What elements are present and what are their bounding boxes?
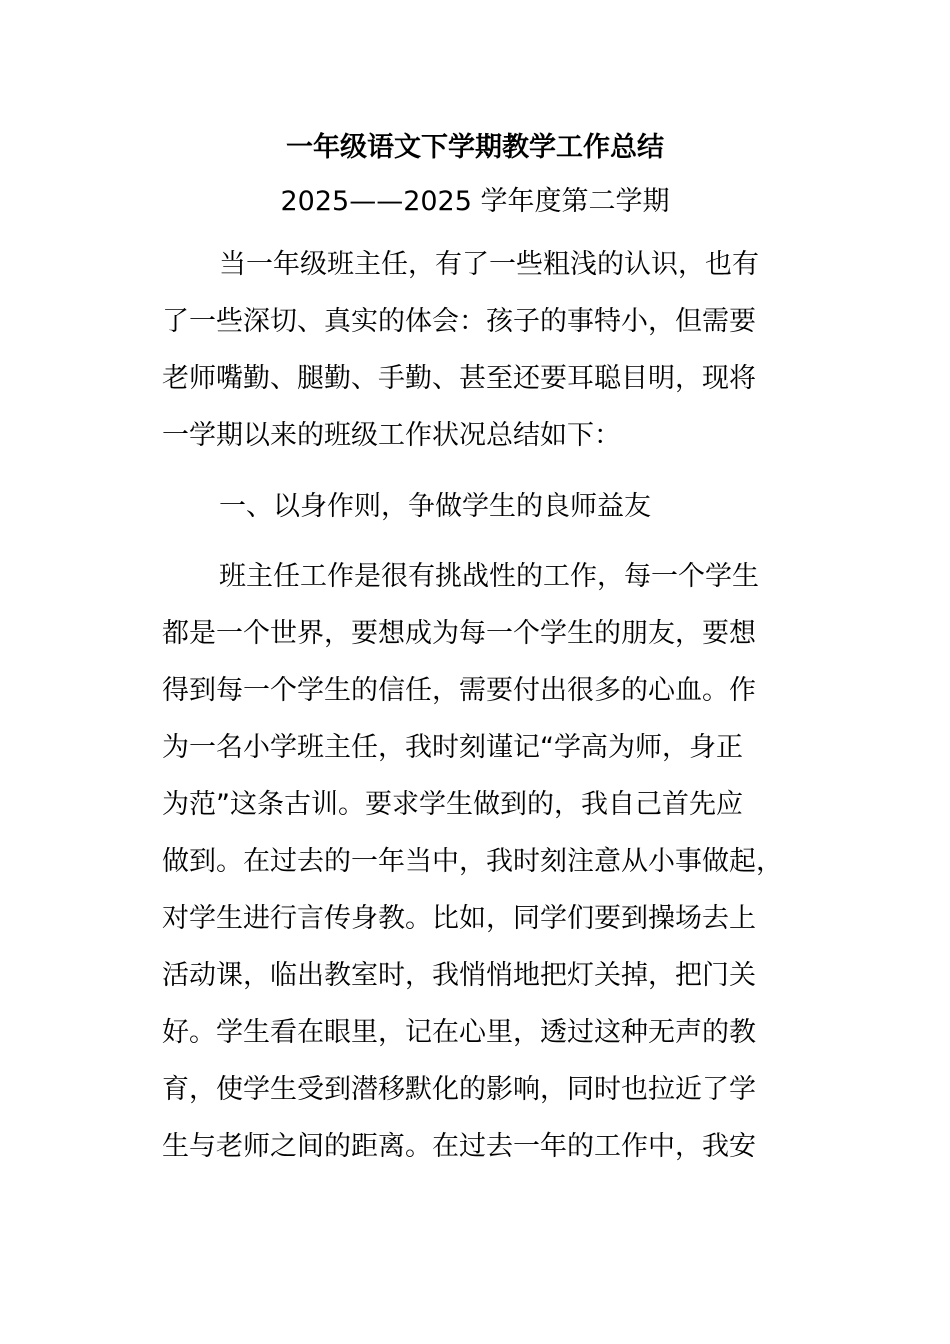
paragraph-line: 好。学生看在眼里，记在心里，透过这种无声的教 [162,1017,756,1048]
paragraph-line: 当一年级班主任，有了一些粗浅的认识，也有 [219,249,759,280]
paragraph-line: 育，使学生受到潜移默化的影响，同时也拉近了学 [162,1074,756,1105]
document-title: 一年级语文下学期教学工作总结 [286,132,664,163]
paragraph-intro [162,236,842,464]
paragraph-section-one [162,548,842,1175]
paragraph-line: 一学期以来的班级工作状况总结如下： [162,420,621,451]
document-subtitle: 2025——2025 学年度第二学期 [280,186,670,217]
paragraph-line: 了一些深切、真实的体会：孩子的事特小，但需要 [162,306,756,337]
paragraph-line: 对学生进行言传身教。比如，同学们要到操场去上 [162,903,756,934]
paragraph-line: 为范”这条古训。要求学生做到的，我自己首先应 [162,789,743,820]
paragraph-line: 班主任工作是很有挑战性的工作，每一个学生 [219,561,759,592]
paragraph-line: 活动课，临出教室时，我悄悄地把灯关掉，把门关 [162,960,756,991]
paragraph-line: 老师嘴勤、腿勤、手勤、甚至还要耳聪目明，现将 [162,363,756,394]
paragraph-line: 都是一个世界，要想成为每一个学生的朋友，要想 [162,618,756,649]
paragraph-line: 为一名小学班主任，我时刻谨记“学高为师，身正 [162,732,743,763]
section-heading-text: 一、以身作则，争做学生的良师益友 [219,491,651,522]
paragraph-line: 得到每一个学生的信任，需要付出很多的心血。作 [162,675,756,706]
paragraph-line: 生与老师之间的距离。在过去一年的工作中，我安 [162,1131,756,1162]
paragraph-line: 做到。在过去的一年当中，我时刻注意从小事做起， [162,846,783,877]
section-heading [162,478,842,535]
